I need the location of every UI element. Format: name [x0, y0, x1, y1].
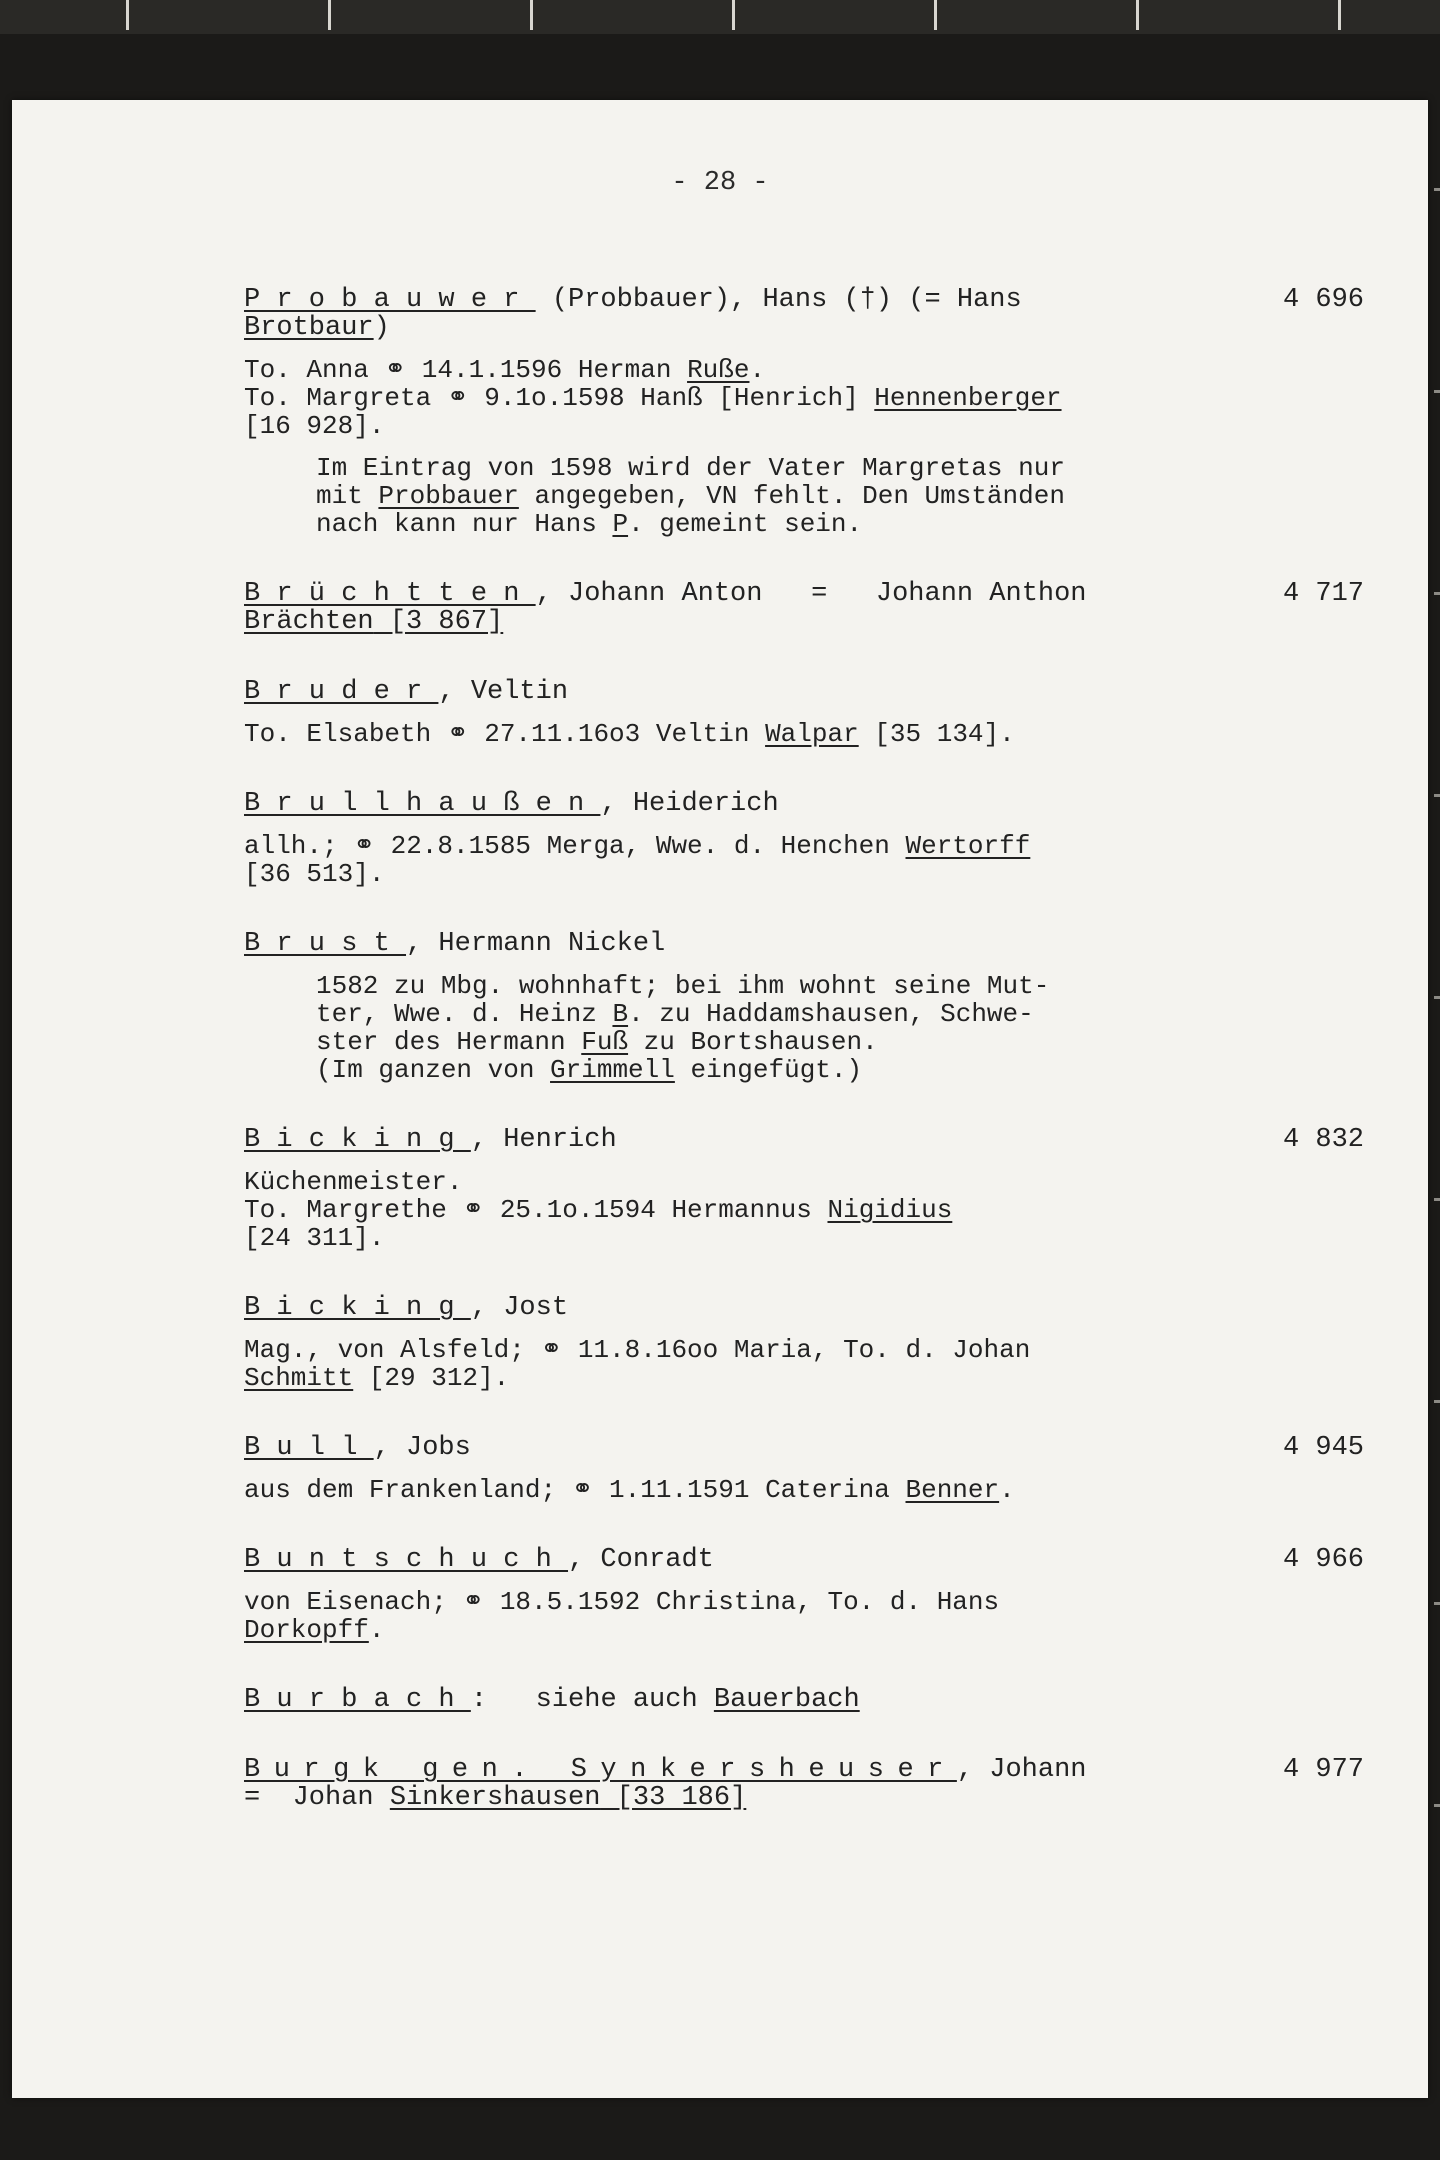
- entry-heading: [244, 1434, 1364, 1462]
- text: To. Anna ⚭ 14.1.1596 Herman: [244, 355, 688, 385]
- entry-line: [244, 720, 1364, 748]
- text: [29 312].: [353, 1363, 510, 1393]
- entry-heading-line2: [244, 314, 1364, 342]
- entry-brust: [244, 930, 1364, 1084]
- entry-heading-rest: (Probbauer), Hans (†) (= Hans: [535, 285, 1022, 315]
- entry-surname: Brullhaußen: [244, 789, 601, 819]
- entry-surname: Bruder: [244, 677, 439, 707]
- entry-surname: Bicking: [244, 1125, 471, 1155]
- cross-reference: Hennenberger: [874, 383, 1062, 413]
- entry-heading-rest: , Hermann Nickel: [406, 929, 666, 959]
- entry-surname: Brüchtten: [244, 579, 536, 609]
- cross-reference: Nigidius: [827, 1195, 953, 1225]
- entry-number: 4 945: [1282, 1433, 1364, 1463]
- note-line: [316, 1000, 1146, 1028]
- entry-heading-rest: , Veltin: [438, 677, 569, 707]
- cross-reference: Sinkershausen: [389, 1783, 601, 1813]
- text: ): [373, 313, 390, 343]
- text: zu Bortshausen.: [628, 1027, 878, 1057]
- entry-surname: Burgk gen. Synkersheuser: [244, 1755, 957, 1785]
- note-line: [316, 1028, 1146, 1056]
- entry-heading-rest: , Jost: [470, 1293, 569, 1323]
- entry-heading: [244, 930, 1364, 958]
- reference-number: [3 867]: [373, 607, 504, 637]
- entry-heading: [244, 286, 1364, 314]
- entry-heading: [244, 678, 1364, 706]
- entry-number: 4 977: [1282, 1755, 1364, 1785]
- entry-heading: [244, 1686, 1364, 1714]
- text: ster des Hermann: [316, 1027, 582, 1057]
- cross-reference: Benner: [905, 1475, 1000, 1505]
- text: mit: [316, 481, 379, 511]
- note-line: Im Eintrag von 1598 wird der Vater Margretas nur: [316, 453, 1065, 483]
- text: .: [368, 1615, 385, 1645]
- cross-reference: Dorkopff: [244, 1615, 369, 1645]
- entry-surname: Burbach: [244, 1685, 471, 1715]
- cross-reference: P: [612, 509, 629, 539]
- cross-reference: Bauerbach: [713, 1685, 860, 1715]
- entry-heading-rest: : siehe auch: [470, 1685, 714, 1715]
- entry-bruechtten: [244, 580, 1364, 636]
- text: (Im ganzen von: [316, 1055, 551, 1085]
- entry-bull: [244, 1434, 1364, 1504]
- entry-heading-rest: , Jobs: [373, 1433, 471, 1463]
- entry-bruder: [244, 678, 1364, 748]
- entry-bicking-jost: [244, 1294, 1364, 1392]
- cross-reference: Schmitt: [244, 1363, 354, 1393]
- entry-heading: [244, 1546, 1364, 1574]
- cross-reference: Brotbaur: [244, 313, 374, 343]
- cross-reference: Wertorff: [905, 831, 1031, 861]
- entry-line: [244, 1196, 1364, 1224]
- text: eingefügt.): [674, 1055, 863, 1085]
- entry-number: 4 966: [1282, 1545, 1364, 1575]
- entry-burbach: [244, 1686, 1364, 1714]
- entry-probauwer: [244, 286, 1364, 538]
- cross-reference: Walpar: [765, 719, 859, 749]
- note-line: [316, 482, 1146, 510]
- entry-line: [244, 384, 1364, 412]
- text: . gemeint sein.: [628, 509, 863, 539]
- page-number: - 28 -: [671, 168, 769, 198]
- top-ruler: [0, 0, 1440, 34]
- entry-heading-line2: [244, 608, 1364, 636]
- side-ruler: [1434, 100, 1440, 2080]
- entry-heading-rest: , Conradt: [568, 1545, 714, 1575]
- entry-brullhaussen: [244, 790, 1364, 888]
- entry-heading: [244, 1756, 1364, 1784]
- text: To. Margreta ⚭ 9.1o.1598 Hanß [Henrich]: [244, 383, 875, 413]
- cross-reference: Fuß: [581, 1027, 629, 1057]
- entry-line: [244, 1364, 1364, 1392]
- cross-reference: Brächten: [244, 607, 374, 637]
- entry-line: [16 928].: [244, 411, 385, 441]
- entry-heading: [244, 790, 1364, 818]
- entry-surname: Buntschuch: [244, 1545, 569, 1575]
- text: . zu Haddamshausen, Schwe-: [628, 999, 1034, 1029]
- entries-list: [244, 286, 1364, 1854]
- text: angegeben, VN fehlt. Den Umständen: [518, 481, 1065, 511]
- entry-number: 4 696: [1282, 285, 1364, 315]
- text: aus dem Frankenland; ⚭ 1.11.1591 Caterina: [244, 1475, 906, 1505]
- entry-line: [244, 832, 1364, 860]
- entry-heading-line2: [244, 1784, 1364, 1812]
- entry-number: 4 832: [1282, 1125, 1364, 1155]
- entry-burgk: [244, 1756, 1364, 1812]
- entry-line: [244, 1476, 1364, 1504]
- entry-line: Küchenmeister.: [244, 1167, 463, 1197]
- entry-line: [244, 356, 1364, 384]
- cross-reference: Ruße: [687, 355, 750, 385]
- entry-heading-rest: , Heiderich: [600, 789, 779, 819]
- cross-reference: Probbauer: [378, 481, 519, 511]
- entry-heading-rest: , Henrich: [470, 1125, 617, 1155]
- entry-bicking-henrich: [244, 1126, 1364, 1252]
- entry-surname: Bull: [244, 1433, 374, 1463]
- entry-line: von Eisenach; ⚭ 18.5.1592 Christina, To. d. Hans: [244, 1587, 1000, 1617]
- cross-reference: Grimmell: [550, 1055, 675, 1085]
- text: .: [749, 355, 766, 385]
- entry-heading: [244, 1126, 1364, 1154]
- entry-heading: [244, 1294, 1364, 1322]
- entry-line: Mag., von Alsfeld; ⚭ 11.8.16oo Maria, To. d. Johan: [244, 1335, 1031, 1365]
- text: nach kann nur Hans: [316, 509, 613, 539]
- text: To. Elsabeth ⚭ 27.11.16o3 Veltin: [244, 719, 766, 749]
- text: To. Margrethe ⚭ 25.1o.1594 Hermannus: [244, 1195, 828, 1225]
- text: [35 134].: [858, 719, 1015, 749]
- text: .: [999, 1475, 1015, 1505]
- entry-surname: Probauwer: [244, 285, 536, 315]
- entry-note: [244, 972, 1146, 1084]
- entry-line: [244, 1616, 1364, 1644]
- note-line: [316, 510, 1146, 538]
- entry-number: 4 717: [1282, 579, 1364, 609]
- entry-heading-rest: , Johann: [956, 1755, 1087, 1785]
- cross-reference: B: [612, 999, 629, 1029]
- entry-surname: Bicking: [244, 1293, 471, 1323]
- entry-surname: Brust: [244, 929, 407, 959]
- text: allh.; ⚭ 22.8.1585 Merga, Wwe. d. Henchen: [244, 831, 906, 861]
- note-line: 1582 zu Mbg. wohnhaft; bei ihm wohnt seine Mut-: [316, 971, 1050, 1001]
- text: = Johan: [244, 1783, 390, 1813]
- entry-buntschuch: [244, 1546, 1364, 1644]
- entry-heading-rest: , Johann Anton = Johann Anthon: [535, 579, 1087, 609]
- note-line: [316, 1056, 1146, 1084]
- text: ter, Wwe. d. Heinz: [316, 999, 613, 1029]
- reference-number: [33 186]: [600, 1783, 747, 1813]
- entry-line: [36 513].: [244, 859, 385, 889]
- entry-line: [24 311].: [244, 1223, 385, 1253]
- entry-note: [244, 454, 1146, 538]
- entry-heading: [244, 580, 1364, 608]
